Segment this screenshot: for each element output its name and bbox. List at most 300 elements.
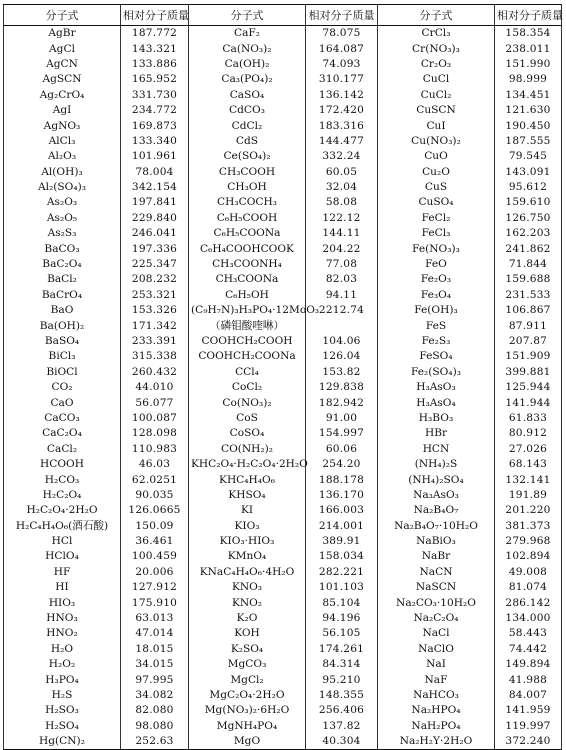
mass-cell: 80.912 xyxy=(495,426,562,441)
mass-cell: 188.178 xyxy=(306,472,378,487)
formula-cell: CO₂ xyxy=(4,380,121,395)
table-row xyxy=(4,257,562,272)
formula-cell: AgCl xyxy=(4,41,121,56)
mass-cell: 331.730 xyxy=(121,88,189,103)
table-row xyxy=(4,565,562,580)
formula-cell: BaO xyxy=(4,303,121,318)
table-row xyxy=(4,611,562,626)
formula-cell: K₂SO₄ xyxy=(189,642,306,657)
formula-cell: Ca(OH)₂ xyxy=(189,57,306,72)
formula-cell: H₂SO₄ xyxy=(4,719,121,734)
mass-cell: 98.999 xyxy=(495,72,562,87)
formula-cell: CH₃COOH xyxy=(189,165,306,180)
mass-cell: 71.844 xyxy=(495,257,562,272)
formula-cell: CoCl₂ xyxy=(189,380,306,395)
formula-cell: KHC₄H₄O₆ xyxy=(189,472,306,487)
formula-cell: KNO₃ xyxy=(189,580,306,595)
formula-cell: KIO₃ xyxy=(189,519,306,534)
mass-cell: 182.942 xyxy=(306,395,378,410)
table-row xyxy=(4,272,562,287)
mass-cell: 225.347 xyxy=(121,257,189,272)
mass-cell: 122.12 xyxy=(306,211,378,226)
formula-cell: CoSO₄ xyxy=(189,426,306,441)
mass-cell: 381.373 xyxy=(495,519,562,534)
mass-cell: 129.838 xyxy=(306,380,378,395)
table-row xyxy=(4,288,562,303)
table-row xyxy=(4,57,562,72)
mass-cell: 256.406 xyxy=(306,703,378,718)
formula-cell: Al₂(SO₄)₃ xyxy=(4,180,121,195)
table-row xyxy=(4,442,562,457)
formula-cell: CaF₂ xyxy=(189,26,306,42)
mass-cell: 127.912 xyxy=(121,580,189,595)
table-row xyxy=(4,26,562,42)
table-row xyxy=(4,534,562,549)
formula-cell: (NH₄)₂S xyxy=(378,457,495,472)
formula-cell: Fe₂(SO₄)₃ xyxy=(378,365,495,380)
formula-cell: H₂S xyxy=(4,688,121,703)
formula-cell: NaSCN xyxy=(378,580,495,595)
formula-cell: Hg(CN)₂ xyxy=(4,734,121,750)
table-row xyxy=(4,672,562,687)
mass-cell: 144.11 xyxy=(306,226,378,241)
table-row xyxy=(4,719,562,734)
mass-cell: 191.89 xyxy=(495,488,562,503)
mass-cell: 58.08 xyxy=(306,195,378,210)
mass-cell: 165.952 xyxy=(121,72,189,87)
mass-cell: 158.034 xyxy=(306,549,378,564)
formula-cell: Al(OH)₃ xyxy=(4,165,121,180)
formula-cell: HNO₂ xyxy=(4,626,121,641)
formula-cell: COOHCH₂COONa xyxy=(189,349,306,364)
header-row xyxy=(4,5,562,26)
mass-cell: 97.995 xyxy=(121,672,189,687)
mass-cell: 315.338 xyxy=(121,349,189,364)
mass-cell: 153.326 xyxy=(121,303,189,318)
table-row xyxy=(4,472,562,487)
formula-cell: CrCl₃ xyxy=(378,26,495,42)
mass-cell: 172.420 xyxy=(306,103,378,118)
mass-cell: 174.261 xyxy=(306,642,378,657)
formula-cell: KNaC₄H₄O₆·4H₂O xyxy=(189,565,306,580)
formula-cell: Ag₂CrO₄ xyxy=(4,88,121,103)
table-row xyxy=(4,657,562,672)
table-row xyxy=(4,195,562,210)
mass-cell: 27.026 xyxy=(495,442,562,457)
mass-cell: 77.08 xyxy=(306,257,378,272)
mass-cell: 125.944 xyxy=(495,380,562,395)
mass-cell: 231.533 xyxy=(495,288,562,303)
formula-cell: HF xyxy=(4,565,121,580)
header-mass: 相对分子质量 xyxy=(495,5,562,26)
mass-cell: 137.82 xyxy=(306,719,378,734)
formula-cell: NaClO xyxy=(378,642,495,657)
mass-cell: 151.990 xyxy=(495,57,562,72)
formula-cell: Ba(OH)₂ xyxy=(4,318,121,333)
formula-cell: As₂S₃ xyxy=(4,226,121,241)
formula-cell: Fe₃O₄ xyxy=(378,288,495,303)
formula-cell: CuS xyxy=(378,180,495,195)
mass-cell: 84.007 xyxy=(495,688,562,703)
formula-cell: KIO₃·HIO₃ xyxy=(189,534,306,549)
formula-cell: CO(NH₂)₂ xyxy=(189,442,306,457)
formula-cell: CuI xyxy=(378,118,495,133)
mass-cell: 183.316 xyxy=(306,118,378,133)
mass-cell: 159.610 xyxy=(495,195,562,210)
mass-cell: 82.03 xyxy=(306,272,378,287)
formula-cell: BaCO₃ xyxy=(4,241,121,256)
formula-cell: COOHCH₂COOH xyxy=(189,334,306,349)
mass-cell: 150.09 xyxy=(121,519,189,534)
formula-cell: HNO₃ xyxy=(4,611,121,626)
table-row xyxy=(4,626,562,641)
table-row xyxy=(4,303,562,318)
formula-cell: MgC₂O₄·2H₂O xyxy=(189,688,306,703)
formula-cell: AgSCN xyxy=(4,72,121,87)
table-row xyxy=(4,241,562,256)
mass-cell: 79.545 xyxy=(495,149,562,164)
mass-cell: 241.862 xyxy=(495,241,562,256)
mass-cell: 238.011 xyxy=(495,41,562,56)
mass-cell: 286.142 xyxy=(495,595,562,610)
mass-cell: 106.867 xyxy=(495,303,562,318)
mass-cell: 46.03 xyxy=(121,457,189,472)
mass-cell: 260.432 xyxy=(121,365,189,380)
formula-cell: H₃AsO₄ xyxy=(378,395,495,410)
formula-cell: CdCl₂ xyxy=(189,118,306,133)
formula-cell: H₂SO₃ xyxy=(4,703,121,718)
mass-cell: 74.442 xyxy=(495,642,562,657)
mass-cell: 18.015 xyxy=(121,642,189,657)
mass-cell: 187.772 xyxy=(121,26,189,42)
mass-cell: 169.873 xyxy=(121,118,189,133)
formula-cell: BaCl₂ xyxy=(4,272,121,287)
mass-cell: 233.391 xyxy=(121,334,189,349)
formula-cell: CuO xyxy=(378,149,495,164)
formula-cell: KNO₂ xyxy=(189,595,306,610)
mass-cell: 47.014 xyxy=(121,626,189,641)
table-row xyxy=(4,349,562,364)
formula-cell: Cu₂O xyxy=(378,165,495,180)
formula-cell: Fe₂O₃ xyxy=(378,272,495,287)
mass-cell: 148.355 xyxy=(306,688,378,703)
mass-cell: 68.143 xyxy=(495,457,562,472)
formula-cell: Na₂B₄O₇·10H₂O xyxy=(378,519,495,534)
mass-cell: 34.082 xyxy=(121,688,189,703)
formula-cell: CuCl xyxy=(378,72,495,87)
mass-cell: 229.840 xyxy=(121,211,189,226)
formula-cell: NaCl xyxy=(378,626,495,641)
table-row xyxy=(4,365,562,380)
mass-cell: 126.0665 xyxy=(121,503,189,518)
mass-cell: 84.314 xyxy=(306,657,378,672)
mass-cell: 166.003 xyxy=(306,503,378,518)
mass-cell: 153.82 xyxy=(306,365,378,380)
formula-cell: H₂C₂O₄·2H₂O xyxy=(4,503,121,518)
mass-cell: 102.894 xyxy=(495,549,562,564)
mass-cell: 389.91 xyxy=(306,534,378,549)
mass-cell: 159.688 xyxy=(495,272,562,287)
mass-cell: 149.894 xyxy=(495,657,562,672)
formula-cell: CH₃OH xyxy=(189,180,306,195)
table-row xyxy=(4,580,562,595)
mass-cell: 74.093 xyxy=(306,57,378,72)
mass-cell: 208.232 xyxy=(121,272,189,287)
formula-cell: FeO xyxy=(378,257,495,272)
formula-cell: KMnO₄ xyxy=(189,549,306,564)
formula-cell: HCOOH xyxy=(4,457,121,472)
mass-cell: 171.342 xyxy=(121,318,189,333)
table-row xyxy=(4,226,562,241)
formula-cell: H₃AsO₃ xyxy=(378,380,495,395)
formula-cell: CH₃COONH₄ xyxy=(189,257,306,272)
formula-cell: H₂O₂ xyxy=(4,657,121,672)
formula-cell: NaBr xyxy=(378,549,495,564)
formula-cell: CH₃COCH₃ xyxy=(189,195,306,210)
mass-cell: 372.240 xyxy=(495,734,562,750)
header-formula: 分子式 xyxy=(4,5,121,26)
mass-cell: 95.210 xyxy=(306,672,378,687)
mass-cell: 100.459 xyxy=(121,549,189,564)
formula-cell: Fe₂S₃ xyxy=(378,334,495,349)
mass-cell: 253.321 xyxy=(121,288,189,303)
mass-cell: 201.220 xyxy=(495,503,562,518)
formula-cell: K₂O xyxy=(189,611,306,626)
formula-cell: （磷钼酸喹啉） xyxy=(189,318,306,333)
mass-cell: 78.004 xyxy=(121,165,189,180)
table-row xyxy=(4,165,562,180)
table-row xyxy=(4,72,562,87)
table-row xyxy=(4,503,562,518)
mass-cell: 94.196 xyxy=(306,611,378,626)
formula-cell: KOH xyxy=(189,626,306,641)
formula-cell: MgO xyxy=(189,734,306,750)
mass-cell: 342.154 xyxy=(121,180,189,195)
formula-cell: CCl₄ xyxy=(189,365,306,380)
mass-cell: 87.911 xyxy=(495,318,562,333)
mass-cell: 279.968 xyxy=(495,534,562,549)
formula-cell: Na₃AsO₃ xyxy=(378,488,495,503)
mass-cell: 60.05 xyxy=(306,165,378,180)
mass-cell: 90.035 xyxy=(121,488,189,503)
formula-cell: BiOCl xyxy=(4,365,121,380)
formula-cell: NaF xyxy=(378,672,495,687)
mass-cell: 143.091 xyxy=(495,165,562,180)
formula-cell: H₂CO₃ xyxy=(4,472,121,487)
table-row xyxy=(4,642,562,657)
mass-cell: 126.04 xyxy=(306,349,378,364)
mass-cell: 100.087 xyxy=(121,411,189,426)
formula-cell: Cu(NO₃)₂ xyxy=(378,134,495,149)
formula-cell: AgI xyxy=(4,103,121,118)
formula-cell: BaSO₄ xyxy=(4,334,121,349)
mass-cell: 126.750 xyxy=(495,211,562,226)
mass-cell: 252.63 xyxy=(121,734,189,750)
mass-cell: 56.105 xyxy=(306,626,378,641)
formula-cell: Na₂HPO₄ xyxy=(378,703,495,718)
formula-cell: HIO₃ xyxy=(4,595,121,610)
header-formula: 分子式 xyxy=(378,5,495,26)
formula-cell: KI xyxy=(189,503,306,518)
mass-cell: 98.080 xyxy=(121,719,189,734)
formula-cell: As₂O₃ xyxy=(4,195,121,210)
formula-cell: CdS xyxy=(189,134,306,149)
table-row xyxy=(4,488,562,503)
mass-cell: 63.013 xyxy=(121,611,189,626)
formula-cell: CaO xyxy=(4,395,121,410)
mass-cell: 104.06 xyxy=(306,334,378,349)
mass-cell: 95.612 xyxy=(495,180,562,195)
mass-cell: 121.630 xyxy=(495,103,562,118)
formula-cell: Mg(NO₃)₂·6H₂O xyxy=(189,703,306,718)
formula-cell: CaCO₃ xyxy=(4,411,121,426)
formula-cell: (NH₄)₂SO₄ xyxy=(378,472,495,487)
formula-cell: FeS xyxy=(378,318,495,333)
formula-cell: Cr(NO₃)₃ xyxy=(378,41,495,56)
formula-cell: CH₃COONa xyxy=(189,272,306,287)
mass-cell: 332.24 xyxy=(306,149,378,164)
mass-cell: 282.221 xyxy=(306,565,378,580)
mass-cell: 101.961 xyxy=(121,149,189,164)
formula-cell: BiCl₃ xyxy=(4,349,121,364)
table-row xyxy=(4,134,562,149)
formula-cell: HClO₄ xyxy=(4,549,121,564)
mass-cell: 56.077 xyxy=(121,395,189,410)
header-mass: 相对分子质量 xyxy=(121,5,189,26)
mass-cell: 94.11 xyxy=(306,288,378,303)
mass-cell: 78.075 xyxy=(306,26,378,42)
mass-cell: 20.006 xyxy=(121,565,189,580)
formula-cell: KHC₂O₄·H₂C₂O₄·2H₂O xyxy=(189,457,306,472)
formula-cell: C₆H₅OH xyxy=(189,288,306,303)
molecular-mass-table xyxy=(3,4,562,750)
mass-cell: 158.354 xyxy=(495,26,562,42)
formula-cell: KHSO₄ xyxy=(189,488,306,503)
formula-cell: CoS xyxy=(189,411,306,426)
table-row xyxy=(4,411,562,426)
mass-cell: 187.555 xyxy=(495,134,562,149)
formula-cell: Na₂H₂Y·2H₂O xyxy=(378,734,495,750)
mass-cell: 32.04 xyxy=(306,180,378,195)
mass-cell: 214.001 xyxy=(306,519,378,534)
formula-cell: HBr xyxy=(378,426,495,441)
mass-cell: 254.20 xyxy=(306,457,378,472)
formula-cell: CaC₂O₄ xyxy=(4,426,121,441)
mass-cell: 132.141 xyxy=(495,472,562,487)
formula-cell: C₆H₅COOH xyxy=(189,211,306,226)
formula-cell: H₃PO₄ xyxy=(4,672,121,687)
mass-cell: 85.104 xyxy=(306,595,378,610)
table-row xyxy=(4,103,562,118)
formula-cell: FeCl₃ xyxy=(378,226,495,241)
mass-cell: 40.304 xyxy=(306,734,378,750)
mass-cell: 44.010 xyxy=(121,380,189,395)
formula-cell: Ca(NO₃)₂ xyxy=(189,41,306,56)
formula-cell: (C₉H₇N)₃H₃PO₄·12MoO₃ xyxy=(189,303,306,318)
mass-cell: 164.087 xyxy=(306,41,378,56)
formula-cell: CuCl₂ xyxy=(378,88,495,103)
mass-cell: 141.944 xyxy=(495,395,562,410)
table-row xyxy=(4,549,562,564)
mass-cell xyxy=(306,318,378,333)
mass-cell: 143.321 xyxy=(121,41,189,56)
mass-cell: 128.098 xyxy=(121,426,189,441)
formula-cell: Na₂C₂O₄ xyxy=(378,611,495,626)
formula-cell: Ca₃(PO₄)₂ xyxy=(189,72,306,87)
formula-cell: NaI xyxy=(378,657,495,672)
table-row xyxy=(4,180,562,195)
table-row xyxy=(4,519,562,534)
table-row xyxy=(4,426,562,441)
formula-cell: H₂O xyxy=(4,642,121,657)
mass-cell: 34.015 xyxy=(121,657,189,672)
mass-cell: 310.177 xyxy=(306,72,378,87)
table-row xyxy=(4,334,562,349)
mass-cell: 82.080 xyxy=(121,703,189,718)
mass-cell: 62.0251 xyxy=(121,472,189,487)
formula-cell: BaC₂O₄ xyxy=(4,257,121,272)
formula-cell: NaHCO₃ xyxy=(378,688,495,703)
formula-cell: Al₂O₃ xyxy=(4,149,121,164)
formula-cell: HCN xyxy=(378,442,495,457)
mass-cell: 61.833 xyxy=(495,411,562,426)
mass-cell: 144.477 xyxy=(306,134,378,149)
mass-cell: 151.909 xyxy=(495,349,562,364)
table-row xyxy=(4,688,562,703)
mass-cell: 58.443 xyxy=(495,626,562,641)
formula-cell: Co(NO₃)₂ xyxy=(189,395,306,410)
formula-cell: FeSO₄ xyxy=(378,349,495,364)
formula-cell: NaBiO₃ xyxy=(378,534,495,549)
mass-cell: 2212.74 xyxy=(306,303,378,318)
formula-cell: Na₂B₄O₇ xyxy=(378,503,495,518)
mass-cell: 141.959 xyxy=(495,703,562,718)
mass-cell: 49.008 xyxy=(495,565,562,580)
table-row xyxy=(4,149,562,164)
mass-cell: 133.886 xyxy=(121,57,189,72)
table-row xyxy=(4,703,562,718)
mass-cell: 101.103 xyxy=(306,580,378,595)
mass-cell: 246.041 xyxy=(121,226,189,241)
formula-cell: BaCrO₄ xyxy=(4,288,121,303)
mass-cell: 133.340 xyxy=(121,134,189,149)
mass-cell: 36.461 xyxy=(121,534,189,549)
formula-cell: CaSO₄ xyxy=(189,88,306,103)
formula-cell: As₂O₅ xyxy=(4,211,121,226)
mass-cell: 119.997 xyxy=(495,719,562,734)
formula-cell: AgNO₃ xyxy=(4,118,121,133)
table-row xyxy=(4,395,562,410)
formula-cell: NaCN xyxy=(378,565,495,580)
mass-cell: 60.06 xyxy=(306,442,378,457)
formula-cell: Ce(SO₄)₂ xyxy=(189,149,306,164)
mass-cell: 204.22 xyxy=(306,241,378,256)
mass-cell: 134.000 xyxy=(495,611,562,626)
formula-cell: AlCl₃ xyxy=(4,134,121,149)
formula-cell: Fe(NO₃)₃ xyxy=(378,241,495,256)
formula-cell: MgNH₄PO₄ xyxy=(189,719,306,734)
table-row xyxy=(4,595,562,610)
table-row xyxy=(4,41,562,56)
formula-cell: CaCl₂ xyxy=(4,442,121,457)
formula-cell: CdCO₃ xyxy=(189,103,306,118)
mass-cell: 134.451 xyxy=(495,88,562,103)
formula-cell: NaH₂PO₄ xyxy=(378,719,495,734)
formula-cell: Cr₂O₃ xyxy=(378,57,495,72)
formula-cell: CuSO₄ xyxy=(378,195,495,210)
formula-cell: C₆H₅COONa xyxy=(189,226,306,241)
mass-cell: 41.988 xyxy=(495,672,562,687)
